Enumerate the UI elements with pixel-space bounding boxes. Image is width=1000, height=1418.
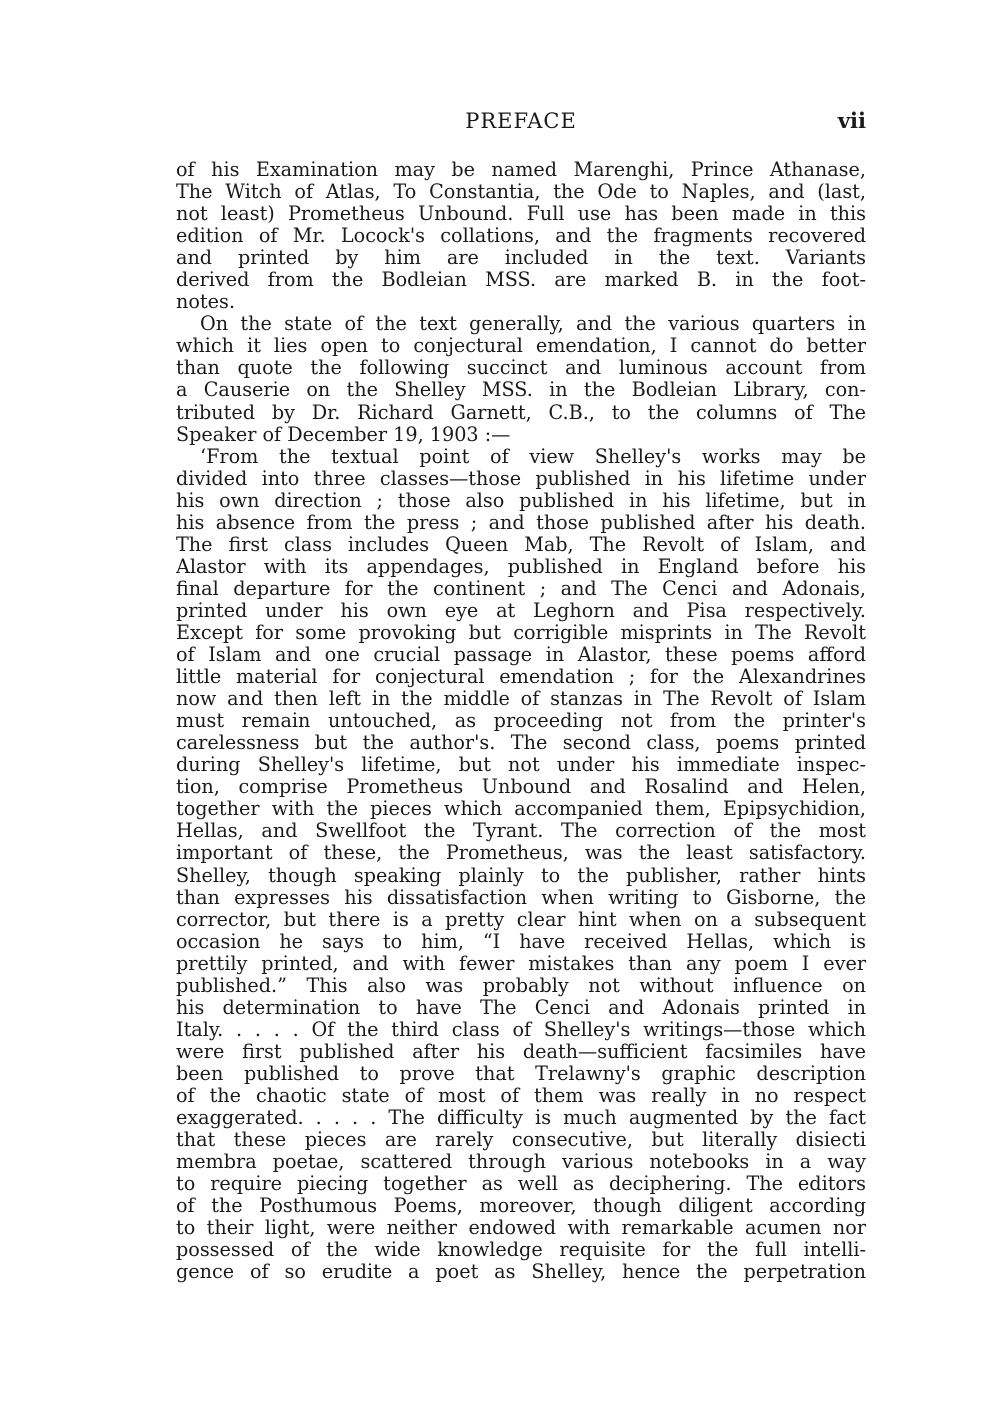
text-line: Alastor with its appendages, published in England before his: [176, 555, 866, 578]
text-line: his own direction ; those also published in his lifetime, but in: [176, 489, 866, 512]
text-line: carelessness but the author's. The second class, poems printed: [176, 732, 866, 755]
text-line: final departure for the continent ; and The Cenci and Adonais,: [176, 577, 866, 600]
text-line: must remain untouched, as proceeding not from the printer's: [176, 710, 866, 733]
text-line: his absence from the press ; and those published after his death.: [176, 511, 866, 534]
text-line: were first published after his death—sufficient facsimiles have: [176, 1040, 866, 1063]
text-line: now and then left in the middle of stanzas in The Revolt of Islam: [176, 688, 866, 711]
text-line: published.” This also was probably not without influence on: [176, 974, 866, 997]
text-line: Italy. . . . . Of the third class of Shelley's writings—those which: [176, 1018, 866, 1041]
text-line: derived from the Bodleian MSS. are marked B. in the foot-: [176, 269, 866, 292]
text-line: exaggerated. . . . . The difficulty is much augmented by the fact: [176, 1107, 866, 1130]
text-line: The Witch of Atlas, To Constantia, the Ode to Naples, and (last,: [176, 181, 866, 204]
text-line: tributed by Dr. Richard Garnett, C.B., to the columns of The: [176, 401, 866, 424]
body-text: [176, 159, 866, 1283]
text-line: printed under his own eye at Leghorn and Pisa respectively.: [176, 599, 866, 622]
text-line: The first class includes Queen Mab, The Revolt of Islam, and: [176, 533, 866, 556]
text-line: notes.: [176, 291, 235, 314]
text-line: than quote the following succinct and luminous account from: [176, 357, 866, 380]
text-line: of Islam and one crucial passage in Alastor, these poems afford: [176, 644, 866, 667]
text-line: to require piecing together as well as deciphering. The editors: [176, 1173, 866, 1196]
text-line: divided into three classes—those published in his lifetime under: [176, 467, 866, 490]
text-line: of his Examination may be named Marenghi, Prince Athanase,: [176, 159, 866, 181]
paragraph-start-line: ‘From the textual point of view Shelley's works may be: [200, 445, 866, 468]
text-line: corrector, but there is a pretty clear hint when on a subsequent: [176, 908, 866, 931]
paragraph-start-line: On the state of the text generally, and the various quarters in: [200, 313, 866, 336]
text-line: Speaker of December 19, 1903 :—: [176, 423, 511, 446]
running-head: [176, 106, 866, 136]
text-line: not least) Prometheus Unbound. Full use has been made in this: [176, 203, 866, 226]
text-line: which it lies open to conjectural emendation, I cannot do better: [176, 335, 866, 358]
text-line: edition of Mr. Locock's collations, and the fragments recovered: [176, 225, 866, 248]
text-line: little material for conjectural emendation ; for the Alexandrines: [176, 666, 866, 689]
text-line: during Shelley's lifetime, but not under his immediate inspec-: [176, 754, 866, 777]
text-line: together with the pieces which accompanied them, Epipsychidion,: [176, 798, 866, 821]
text-line: Hellas, and Swellfoot the Tyrant. The correction of the most: [176, 820, 866, 843]
text-line: that these pieces are rarely consecutive, but literally disiecti: [176, 1129, 866, 1152]
text-line: possessed of the wide knowledge requisite for the full intelli-: [176, 1239, 866, 1262]
text-line: to their light, were neither endowed with remarkable acumen nor: [176, 1217, 866, 1240]
text-line: membra poetae, scattered through various notebooks in a way: [176, 1151, 866, 1174]
text-line: important of these, the Prometheus, was the least satisfactory.: [176, 842, 866, 865]
text-line: tion, comprise Prometheus Unbound and Rosalind and Helen,: [176, 776, 866, 799]
text-line: been published to prove that Trelawny's graphic description: [176, 1062, 866, 1085]
text-line: Except for some provoking but corrigible misprints in The Revolt: [176, 621, 866, 644]
running-title: PREFACE: [465, 109, 577, 133]
text-line: occasion he says to him, “I have received Hellas, which is: [176, 930, 866, 953]
text-line: gence of so erudite a poet as Shelley, hence the perpetration: [176, 1261, 866, 1284]
text-line: prettily printed, and with fewer mistakes than any poem I ever: [176, 952, 866, 975]
text-line: of the chaotic state of most of them was really in no respect: [176, 1084, 866, 1107]
text-line: Shelley, though speaking plainly to the publisher, rather hints: [176, 864, 866, 887]
text-line: a Causerie on the Shelley MSS. in the Bodleian Library, con-: [176, 379, 866, 402]
text-line: than expresses his dissatisfaction when writing to Gisborne, the: [176, 886, 866, 909]
text-line: his determination to have The Cenci and Adonais printed in: [176, 996, 866, 1019]
page-number: vii: [837, 108, 866, 133]
text-line: and printed by him are included in the text. Variants: [176, 247, 866, 270]
text-line: of the Posthumous Poems, moreover, though diligent according: [176, 1195, 866, 1218]
